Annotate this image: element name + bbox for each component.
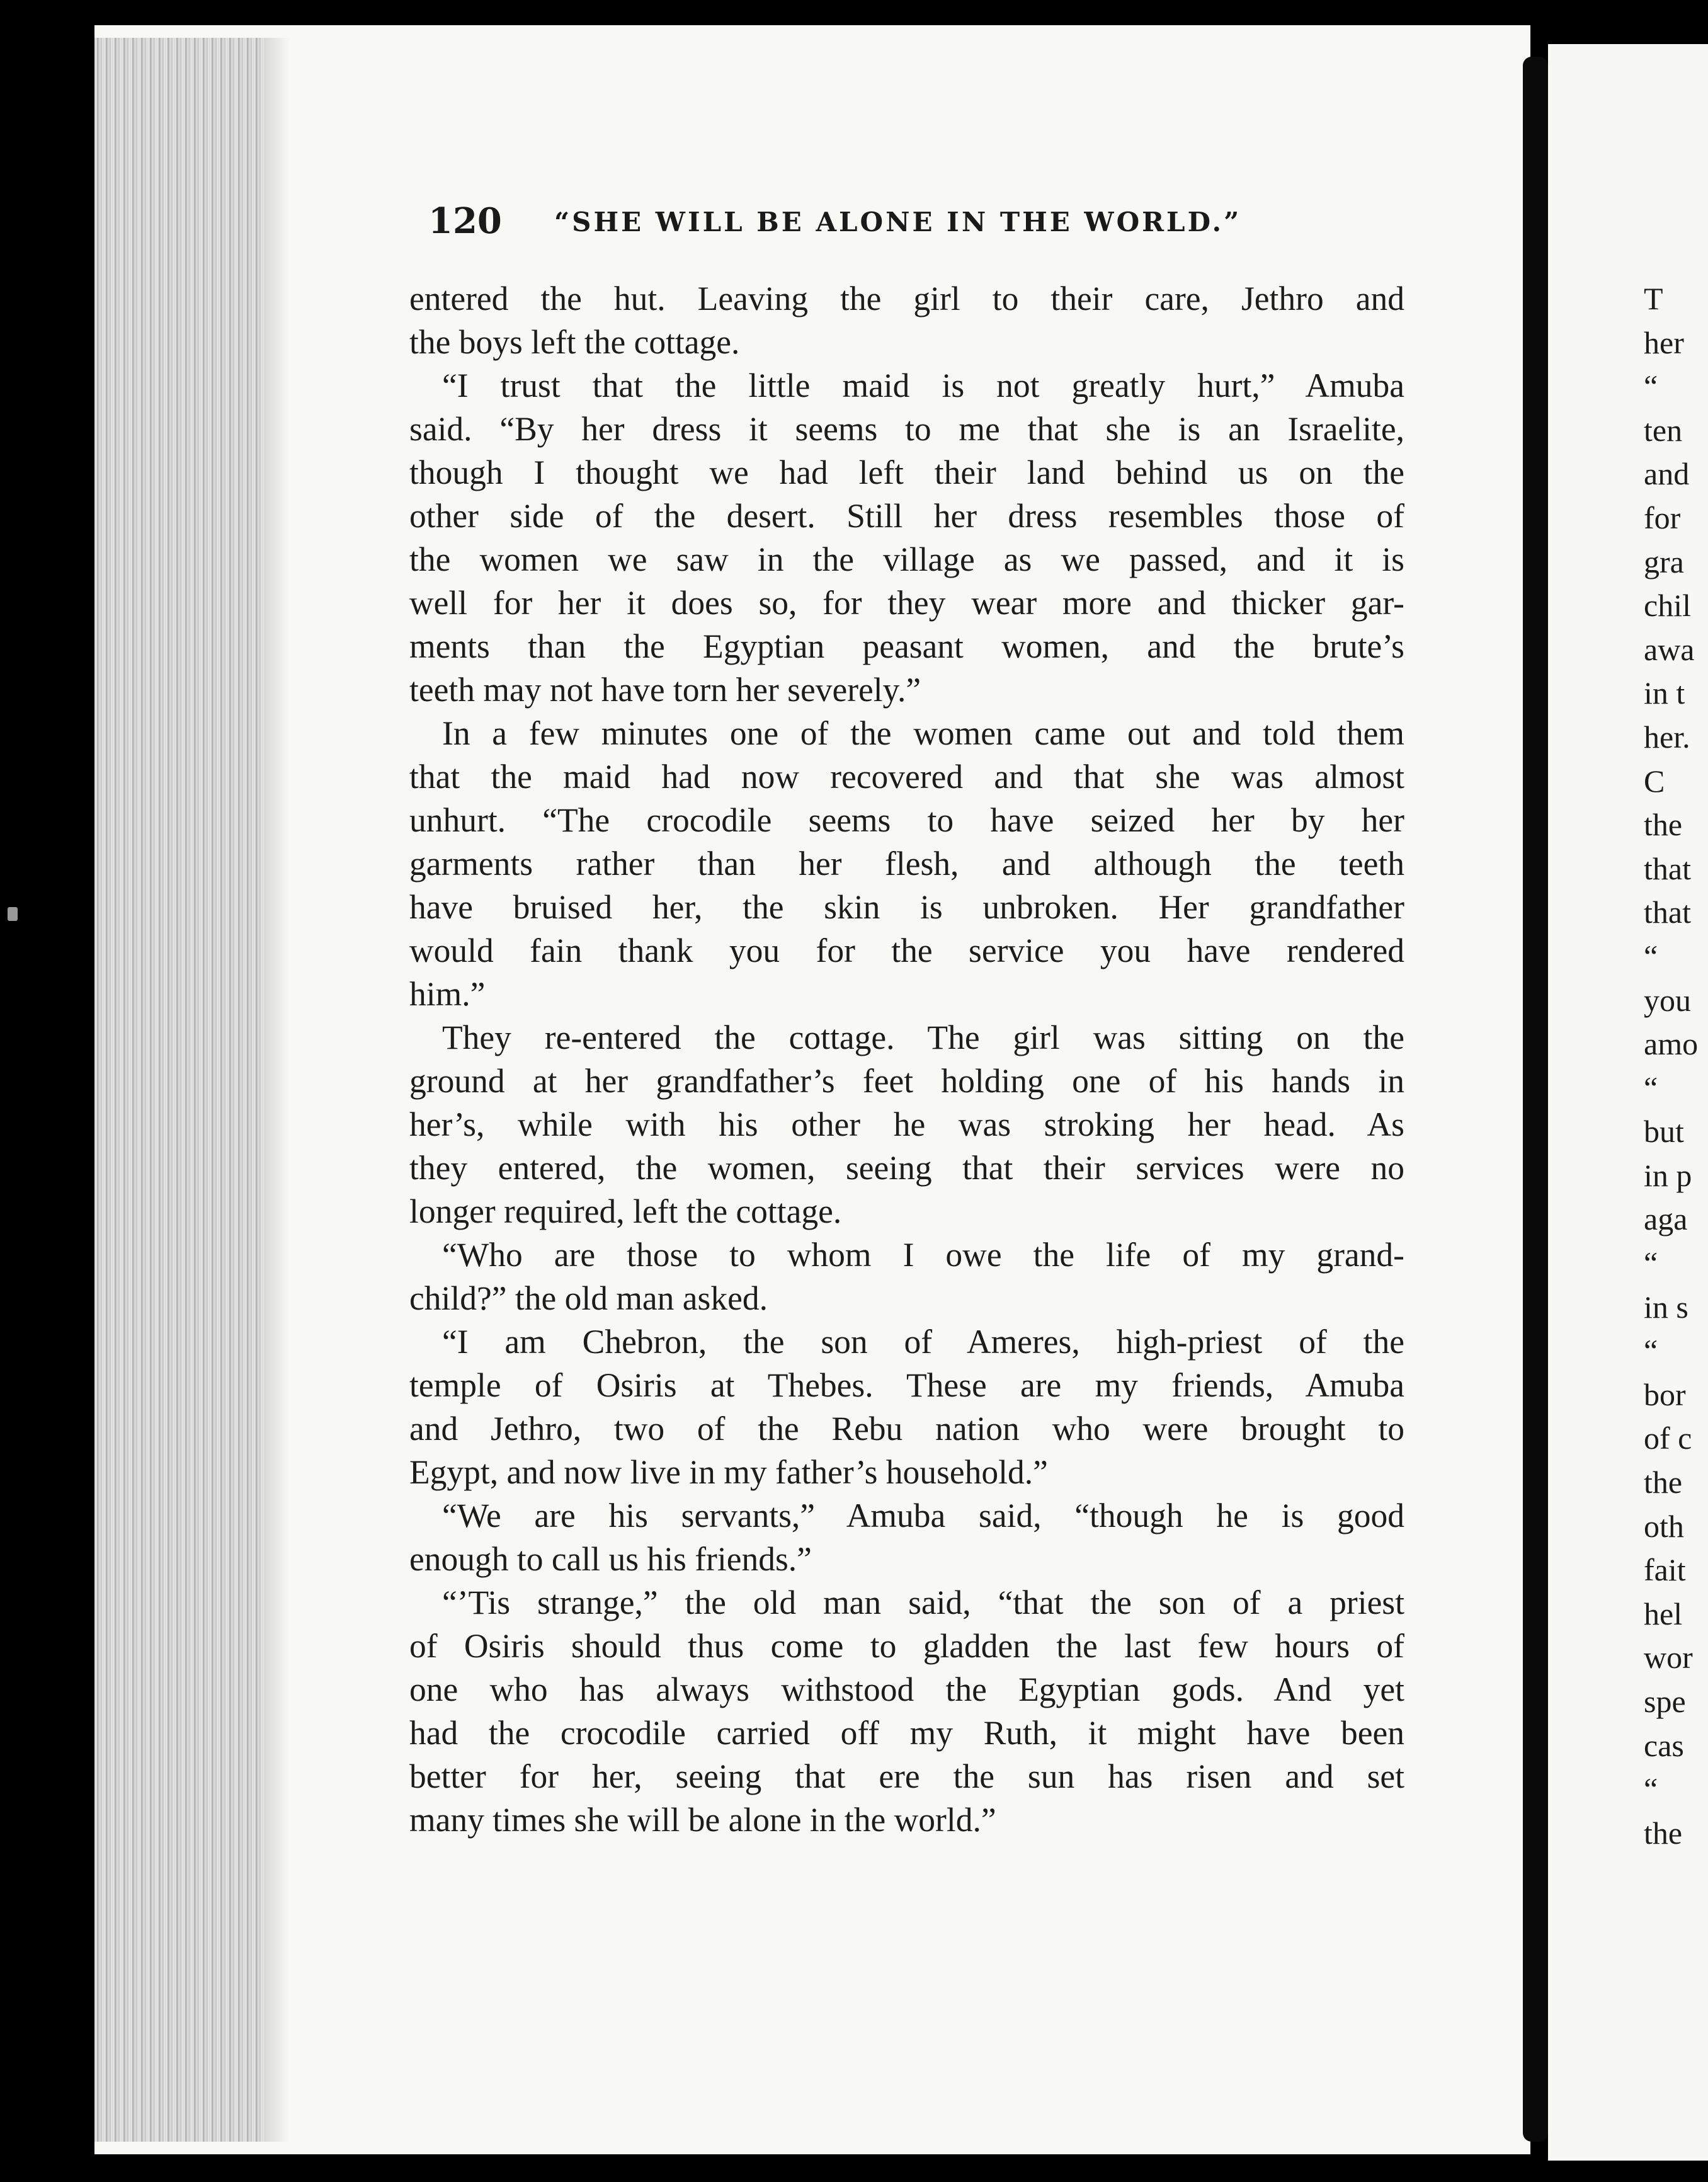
right-page-text — [1644, 277, 1708, 1855]
right-text-fragment: her. — [1644, 719, 1690, 755]
running-header — [428, 200, 1260, 251]
text-line: They re-entered the cottage. The girl was sitting on the — [442, 1019, 1404, 1056]
right-text-fragment: the — [1644, 1465, 1683, 1500]
text-line: of Osiris should thus come to gladden the last few hours of — [409, 1627, 1404, 1665]
right-text-fragment: that — [1644, 850, 1691, 886]
right-text-fragment: fait — [1644, 1552, 1686, 1588]
text-line: entered the hut. Leaving the girl to their care, Jethro and — [409, 280, 1404, 317]
right-text-fragment: but — [1644, 1114, 1684, 1150]
stray-mark — [8, 907, 18, 921]
right-text-fragment: in p — [1644, 1157, 1692, 1193]
right-text-fragment: bor — [1644, 1376, 1686, 1412]
right-text-fragment: T — [1644, 281, 1663, 316]
text-line: “I trust that the little maid is not greatly hurt,” Amuba — [442, 367, 1404, 404]
text-line: one who has always withstood the Egyptian gods. And yet — [409, 1671, 1404, 1708]
text-line: garments rather than her flesh, and although the teeth — [409, 845, 1404, 883]
right-text-fragment: amo — [1644, 1026, 1699, 1062]
right-text-fragment: “ — [1644, 938, 1658, 974]
text-line: many times she will be alone in the world.” — [409, 1801, 996, 1839]
right-text-fragment: “ — [1644, 1771, 1658, 1807]
text-line: “’Tis strange,” the old man said, “that the son of a priest — [442, 1584, 1404, 1621]
text-line: that the maid had now recovered and that she was almost — [409, 758, 1404, 796]
right-text-fragment: in t — [1644, 675, 1685, 711]
text-line: other side of the desert. Still her dress resembles those of — [409, 497, 1404, 535]
text-line: him.” — [409, 975, 486, 1013]
text-line: ground at her grandfather’s feet holding one of his hands in — [409, 1062, 1404, 1100]
right-text-fragment: cas — [1644, 1727, 1684, 1763]
text-line: would fain thank you for the service you have rendered — [409, 932, 1404, 969]
right-text-fragment: wor — [1644, 1640, 1693, 1676]
text-line: the women we saw in the village as we passed, and it is — [409, 540, 1404, 578]
text-line: had the crocodile carried off my Ruth, it might have been — [409, 1714, 1404, 1752]
page-edges — [94, 38, 265, 2142]
right-text-fragment: “ — [1644, 368, 1658, 404]
text-line: have bruised her, the skin is unbroken. Her grandfather — [409, 888, 1404, 926]
right-text-fragment: for — [1644, 500, 1681, 535]
right-text-fragment: chil — [1644, 588, 1691, 624]
right-text-fragment: C — [1644, 763, 1665, 799]
right-text-fragment: that — [1644, 894, 1691, 930]
right-text-fragment: awa — [1644, 631, 1695, 667]
right-text-fragment: ten — [1644, 412, 1683, 448]
text-line: Egypt, and now live in my father’s household.” — [409, 1453, 1048, 1491]
edge-shadow — [265, 38, 290, 2142]
text-line: “I am Chebron, the son of Ameres, high-priest of the — [442, 1323, 1404, 1361]
text-line: child?” the old man asked. — [409, 1279, 768, 1317]
text-line: temple of Osiris at Thebes. These are my friends, Amuba — [409, 1366, 1404, 1404]
right-text-fragment: aga — [1644, 1201, 1688, 1237]
text-line: and Jethro, two of the Rebu nation who were brought to — [409, 1410, 1404, 1448]
text-line: well for her it does so, for they wear more and thicker gar- — [409, 584, 1404, 622]
right-text-fragment: her — [1644, 324, 1684, 360]
text-line: said. “By her dress it seems to me that she is an Israelite, — [409, 410, 1404, 448]
body-text — [409, 277, 1404, 1842]
text-line: In a few minutes one of the women came out and told them — [442, 714, 1404, 752]
text-line: though I thought we had left their land behind us on the — [409, 454, 1404, 491]
text-line: her’s, while with his other he was stroking her head. As — [409, 1105, 1404, 1143]
right-text-fragment: in s — [1644, 1289, 1688, 1325]
right-text-fragment: hel — [1644, 1596, 1683, 1631]
right-text-fragment: “ — [1644, 1070, 1658, 1105]
right-text-fragment: of c — [1644, 1420, 1692, 1456]
book-gutter — [1523, 57, 1548, 2142]
text-line: enough to call us his friends.” — [409, 1540, 812, 1578]
text-line: teeth may not have torn her severely.” — [409, 671, 921, 709]
right-text-fragment: “ — [1644, 1333, 1658, 1369]
text-line: longer required, left the cottage. — [409, 1192, 842, 1230]
text-line: “Who are those to whom I owe the life of my grand- — [442, 1236, 1404, 1274]
text-line: better for her, seeing that ere the sun has risen and set — [409, 1757, 1404, 1795]
page-number: 120 — [428, 200, 502, 242]
text-line: they entered, the women, seeing that their services were no — [409, 1149, 1404, 1187]
right-text-fragment: spe — [1644, 1684, 1686, 1719]
running-title: “SHE WILL BE ALONE IN THE WORLD.” — [554, 207, 1242, 237]
text-line: unhurt. “The crocodile seems to have seized her by her — [409, 801, 1404, 839]
right-text-fragment: and — [1644, 456, 1690, 492]
text-line: ments than the Egyptian peasant women, and the brute’s — [409, 627, 1404, 665]
right-text-fragment: oth — [1644, 1508, 1684, 1544]
right-text-fragment: “ — [1644, 1245, 1658, 1281]
text-line: “We are his servants,” Amuba said, “though he is good — [442, 1497, 1404, 1534]
right-text-fragment: the — [1644, 1815, 1683, 1851]
right-text-fragment: gra — [1644, 544, 1684, 580]
right-text-fragment: the — [1644, 807, 1683, 843]
right-text-fragment: you — [1644, 982, 1691, 1018]
text-line: the boys left the cottage. — [409, 323, 740, 361]
